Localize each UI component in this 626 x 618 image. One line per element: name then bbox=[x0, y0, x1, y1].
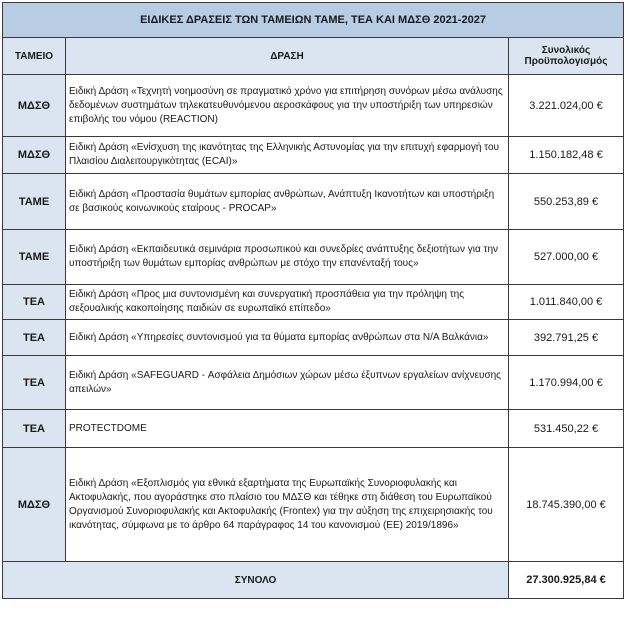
amount-cell: 1.011.840,00 € bbox=[509, 285, 624, 320]
total-row bbox=[3, 562, 624, 599]
fund-cell: ΜΔΣΘ bbox=[3, 137, 66, 174]
table-row bbox=[3, 285, 624, 320]
table-row bbox=[3, 75, 624, 137]
action-cell: Ειδική Δράση «Τεχνητή νοημοσύνη σε πραγματικό χρόνο για επιτήρηση συνόρων μέσω ανάλυσης δεδομένων συστημάτων τηλεκατευθυνόμενου αεροσκάφους για την υποστήριξη των υπηρεσιών επιβολής του νόμου (REACTION) bbox=[66, 75, 509, 137]
fund-cell: ΜΔΣΘ bbox=[3, 448, 66, 562]
fund-cell: ΤΕΑ bbox=[3, 285, 66, 320]
amount-cell: 3.221.024,00 € bbox=[509, 75, 624, 137]
table-row bbox=[3, 174, 624, 230]
table-row bbox=[3, 230, 624, 285]
header-budget-line2: Προϋπολογισμός bbox=[524, 56, 608, 67]
fund-cell: ΤΕΑ bbox=[3, 356, 66, 410]
fund-cell: ΤΕΑ bbox=[3, 320, 66, 356]
action-cell: Ειδική Δράση «SAFEGUARD - Ασφάλεια Δημόσιων χώρων μέσω έξυπνων εργαλείων ανίχνευσης απειλών» bbox=[66, 356, 509, 410]
fund-cell: ΤΕΑ bbox=[3, 410, 66, 448]
amount-cell: 1.170.994,00 € bbox=[509, 356, 624, 410]
amount-cell: 18.745.390,00 € bbox=[509, 448, 624, 562]
amount-cell: 392.791,25 € bbox=[509, 320, 624, 356]
action-cell: PROTECTDOME bbox=[66, 410, 509, 448]
header-budget-line1: Συνολικός bbox=[541, 45, 591, 56]
special-actions-table bbox=[2, 2, 624, 599]
total-amount: 27.300.925,84 € bbox=[509, 562, 624, 599]
header-fund: ΤΑΜΕΙΟ bbox=[3, 38, 66, 75]
fund-cell: ΜΔΣΘ bbox=[3, 75, 66, 137]
table-row bbox=[3, 137, 624, 174]
fund-cell: ΤΑΜΕ bbox=[3, 174, 66, 230]
action-cell: Ειδική Δράση «Υπηρεσίες συντονισμού για τα θύματα εμπορίας ανθρώπων στα Ν/Α Βαλκάνια» bbox=[66, 320, 509, 356]
table-title-row bbox=[3, 3, 624, 38]
table-row bbox=[3, 410, 624, 448]
table-title: ΕΙΔΙΚΕΣ ΔΡΑΣΕΙΣ ΤΩΝ ΤΑΜΕΙΩΝ ΤΑΜΕ, ΤΕΑ ΚΑΙ ΜΔΣΘ 2021-2027 bbox=[3, 3, 624, 38]
amount-cell: 531.450,22 € bbox=[509, 410, 624, 448]
table-row bbox=[3, 356, 624, 410]
action-cell: Ειδική Δράση «Προστασία θυμάτων εμπορίας ανθρώπων, Ανάπτυξη Ικανοτήτων και υποστήριξη σε βασικούς κοινωνικούς εταίρους - PROCAP» bbox=[66, 174, 509, 230]
action-cell: Ειδική Δράση «Ενίσχυση της ικανότητας της Ελληνικής Αστυνομίας για την επιτυχή εφαρμογή του Πλαισίου Διαλειτουργικότητας (ECAI)» bbox=[66, 137, 509, 174]
table-row bbox=[3, 448, 624, 562]
table-row bbox=[3, 320, 624, 356]
fund-cell: ΤΑΜΕ bbox=[3, 230, 66, 285]
header-action: ΔΡΑΣΗ bbox=[66, 38, 509, 75]
action-cell: Ειδική Δράση «Εκπαιδευτικά σεμινάρια προσωπικού και συνεδρίες ανάπτυξης δεξιοτήτων για την υποστήριξη των θυμάτων εμπορίας ανθρώπων με στόχο την επανένταξή τους» bbox=[66, 230, 509, 285]
amount-cell: 527.000,00 € bbox=[509, 230, 624, 285]
amount-cell: 550.253,89 € bbox=[509, 174, 624, 230]
amount-cell: 1.150.182,48 € bbox=[509, 137, 624, 174]
total-label: ΣΥΝΟΛΟ bbox=[3, 562, 509, 599]
header-row bbox=[3, 38, 624, 75]
header-budget bbox=[509, 38, 624, 75]
action-cell: Ειδική Δράση «Εξοπλισμός για εθνικά εξαρτήματα της Ευρωπαϊκής Συνοριοφυλακής και Ακτοφυλακής, που αγοράστηκε στο πλαίσιο του ΜΔΣΘ και τέθηκε στη διάθεση του Ευρωπαϊκού Οργανισμού Συνοριοφυλακής και Ακτοφυλακής (Frontex) για την αύξηση της επιχειρησιακής του ικανότητας, σύμφωνα με το άρθρο 64 παράγραφος 14 του κανονισμού (ΕΕ) 2019/1896» bbox=[66, 448, 509, 562]
action-cell: Ειδική Δράση «Προς μια συντονισμένη και συνεργατική προσπάθεια για την πρόληψη της σεξουαλικής κακοποίησης παιδιών σε ευρωπαϊκό επίπεδο» bbox=[66, 285, 509, 320]
